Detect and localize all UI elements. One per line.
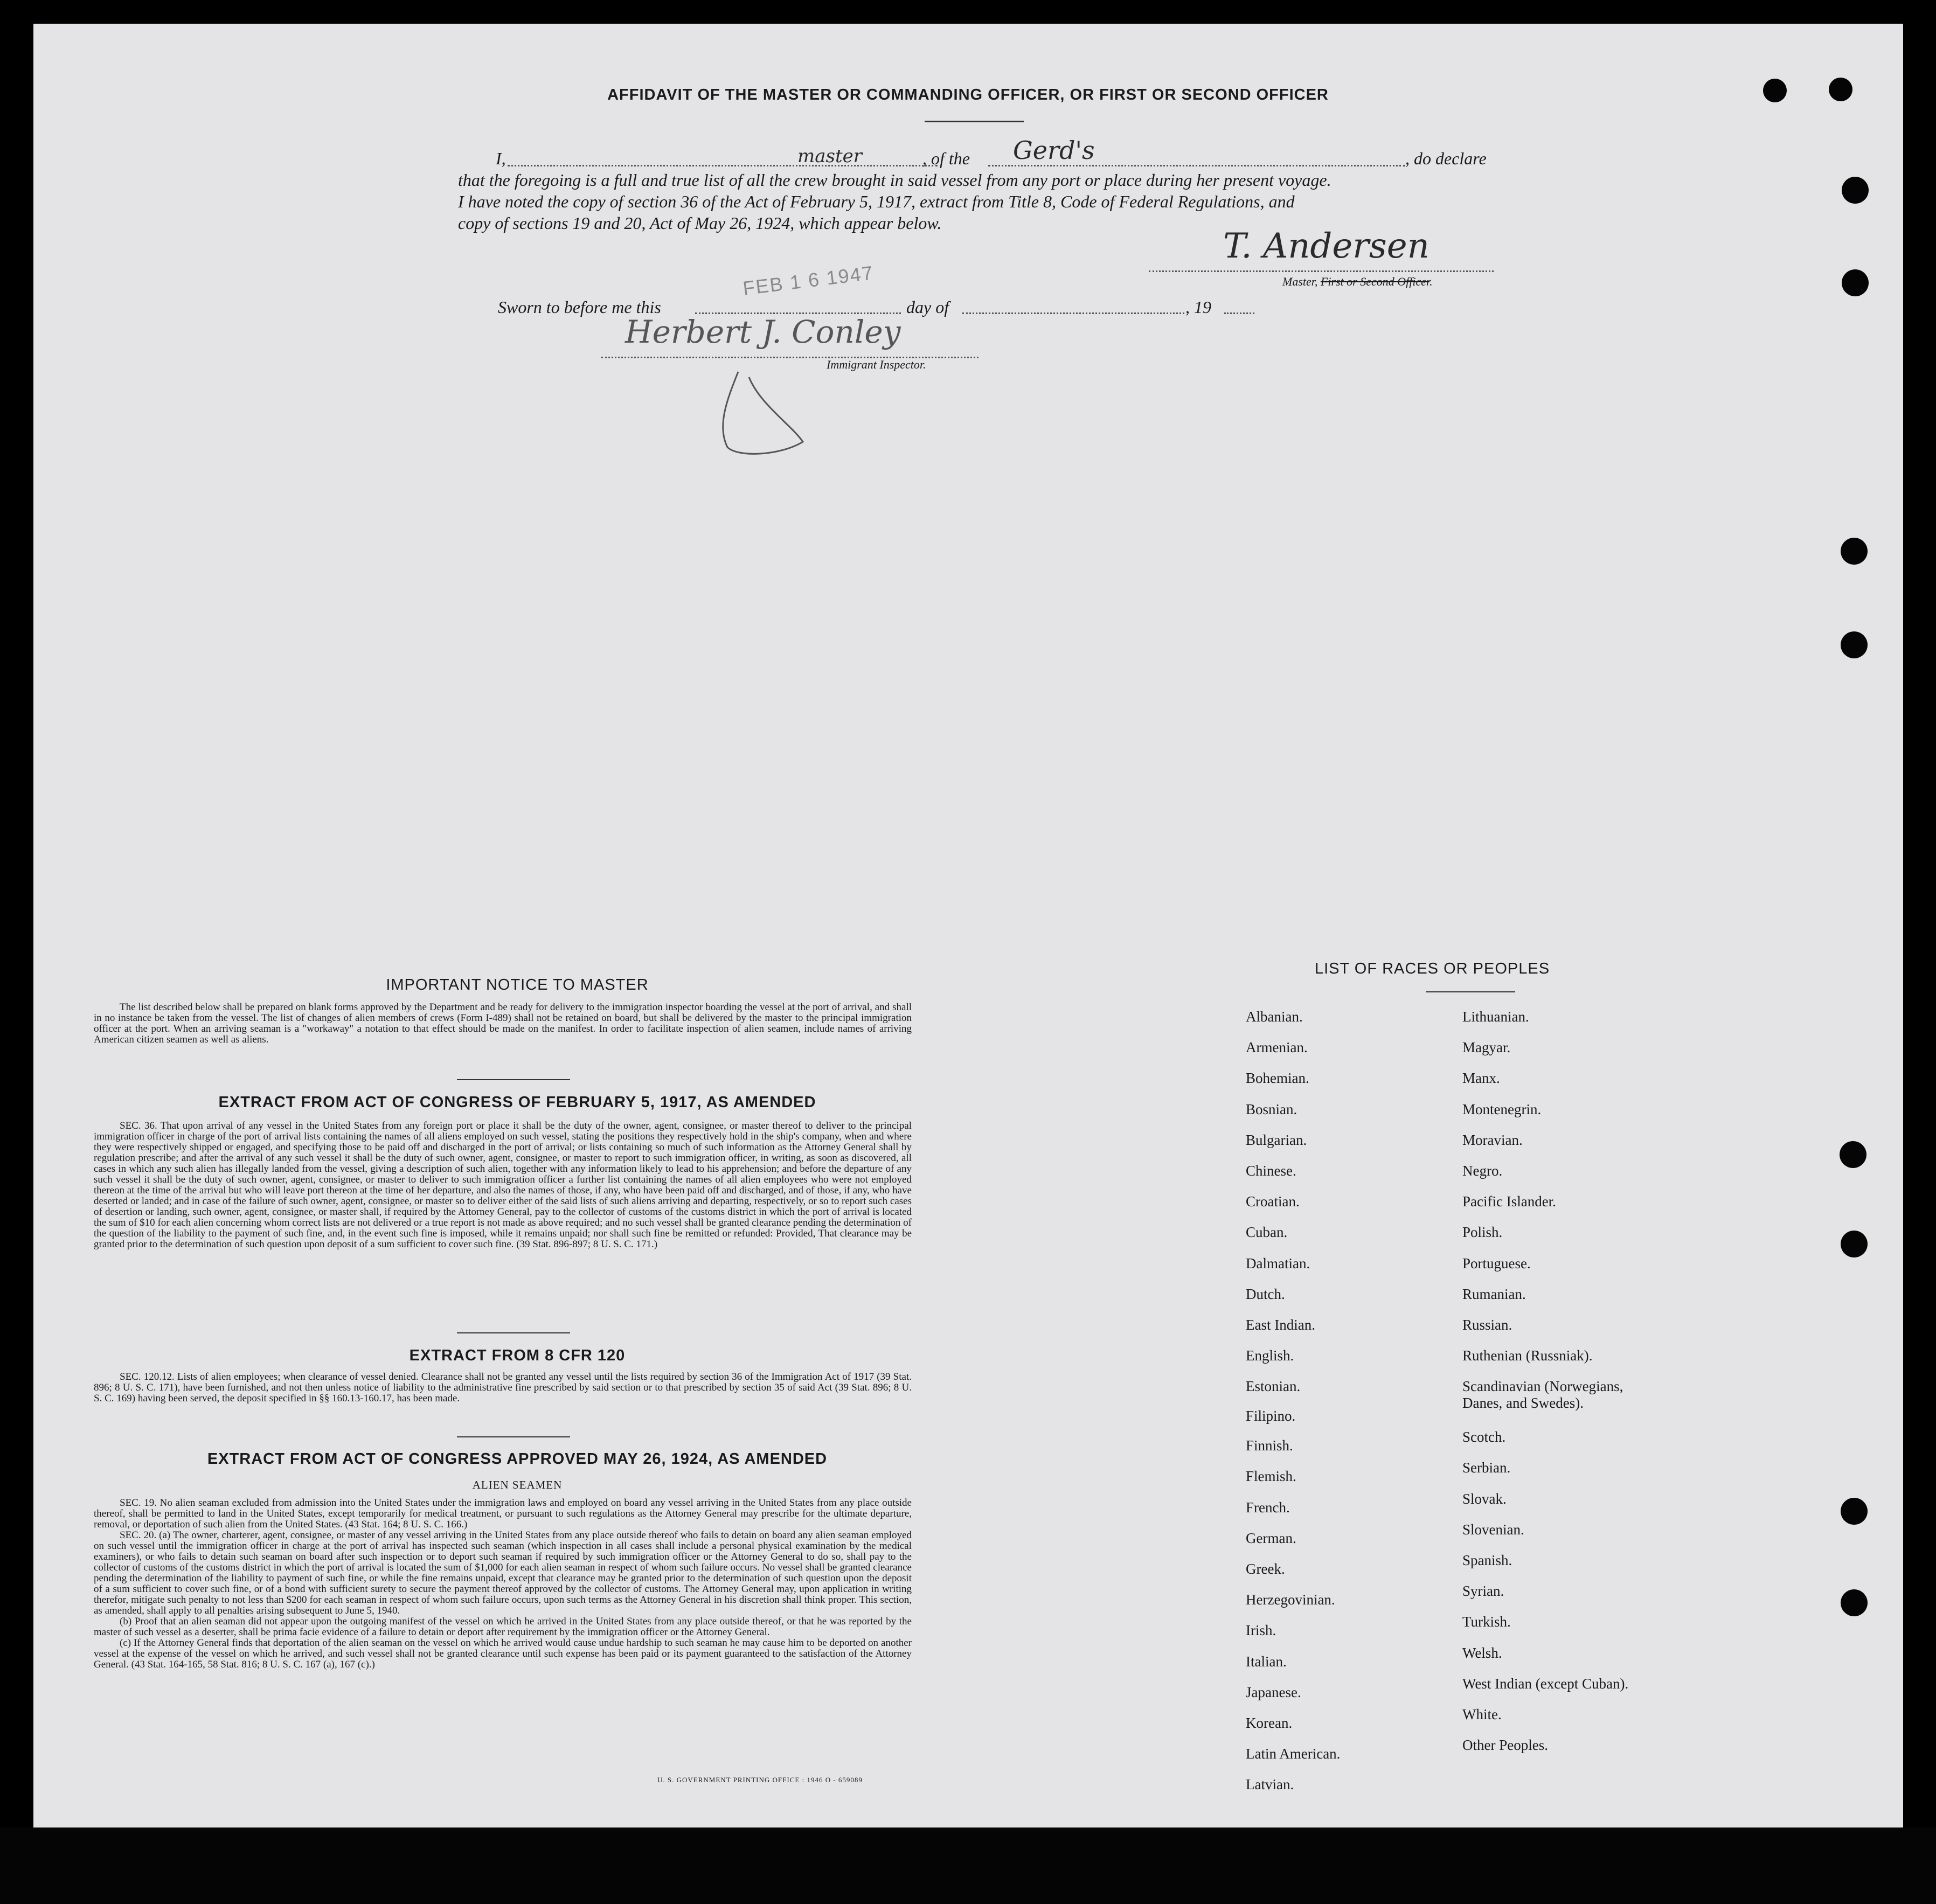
races-right-column bbox=[1462, 1009, 1628, 1768]
section-20c-paragraph: (c) If the Attorney General finds that deportation of the alien seaman on the vessel on which he arrived would cause undue hardship to such seaman he may cause him to be deported on another vessel at the expense of the vessel on which he arrived, and such vessel shall not be granted clearance until such expense has been paid or its payment guaranteed to the satisfaction of the Attorney General. (43 Stat. 164-165, 58 Stat. 816; 8 U. S. C. 167 (a), 167 (c).) bbox=[94, 1637, 912, 1670]
race-item: Italian. bbox=[1246, 1653, 1287, 1670]
race-item: Croatian. bbox=[1246, 1193, 1300, 1210]
notice-paragraph: The list described below shall be prepared on blank forms approved by the Department and be ready for delivery to the immigration inspector boarding the vessel at the port of arrival, and shall in no instance be taken from the vessel. The list of changes of alien members of crews (Form I-489) shall not be retained on board, but shall be delivered by the master to the principal immigration officer at the port. When an arriving seaman is a "workaway" a notation to that effect should be made on the manifest. In order to facilitate inspection of alien seamen, include names of arriving American citizen seamen as well as aliens. bbox=[94, 1002, 912, 1045]
race-item: Slovak. bbox=[1462, 1490, 1507, 1507]
divider bbox=[1426, 991, 1515, 992]
race-item: Portuguese. bbox=[1462, 1255, 1531, 1271]
year-prefix: , 19 bbox=[1185, 297, 1211, 317]
date-stamp: FEB 1 6 1947 bbox=[741, 261, 875, 300]
race-item: Japanese. bbox=[1246, 1684, 1301, 1700]
affidavit-prefix: I, bbox=[496, 149, 506, 168]
inspector-signature: Herbert J. Conley bbox=[625, 314, 901, 350]
master-signature-line bbox=[1149, 270, 1494, 272]
race-item: Welsh. bbox=[1462, 1644, 1502, 1661]
binder-hole bbox=[1841, 1231, 1868, 1257]
struck-officer-label: First or Second Officer bbox=[1320, 275, 1430, 288]
sworn-text: Sworn to before me this bbox=[498, 297, 661, 317]
binder-hole bbox=[1842, 269, 1869, 296]
race-item: Armenian. bbox=[1246, 1039, 1308, 1056]
binder-hole bbox=[1841, 1589, 1868, 1616]
race-item: Rumanian. bbox=[1462, 1285, 1526, 1302]
race-item: Latvian. bbox=[1246, 1776, 1294, 1793]
affidavit-heading: AFFIDAVIT OF THE MASTER OR COMMANDING OFFICER, OR FIRST OR SECOND OFFICER bbox=[607, 86, 1329, 103]
divider bbox=[925, 121, 1024, 122]
extract-1917-text bbox=[94, 1121, 912, 1250]
race-item: Turkish. bbox=[1462, 1614, 1511, 1630]
race-item: Pacific Islander. bbox=[1462, 1193, 1556, 1210]
extract-1917-heading: EXTRACT FROM ACT OF CONGRESS OF FEBRUARY 5, 1917, AS AMENDED bbox=[218, 1094, 816, 1111]
divider bbox=[457, 1436, 570, 1437]
race-item: Bosnian. bbox=[1246, 1101, 1297, 1117]
alien-seamen-subheading: ALIEN SEAMEN bbox=[472, 1478, 563, 1491]
race-item: Scotch. bbox=[1462, 1429, 1506, 1446]
name-field-line bbox=[508, 165, 938, 166]
binder-hole bbox=[1842, 177, 1869, 204]
month-line bbox=[962, 312, 1184, 314]
race-item: French. bbox=[1246, 1499, 1290, 1516]
notice-heading: IMPORTANT NOTICE TO MASTER bbox=[386, 976, 649, 993]
notice-text bbox=[94, 1002, 912, 1045]
race-item: Polish. bbox=[1462, 1224, 1503, 1241]
extract-1924-heading: EXTRACT FROM ACT OF CONGRESS APPROVED MAY 26, 1924, AS AMENDED bbox=[207, 1450, 828, 1468]
race-item: Negro. bbox=[1462, 1162, 1503, 1179]
race-item: Korean. bbox=[1246, 1714, 1293, 1731]
affidavit-line-2: that the foregoing is a full and true list of all the crew brought in said vessel from any port or place during her present voyage. bbox=[458, 170, 1331, 190]
scan-border bbox=[0, 1827, 1936, 1904]
section-20b-paragraph: (b) Proof that an alien seaman did not appear upon the outgoing manifest of the vessel on which he arrived in the United States from any place outside thereof, or that he was reported by the master of such vessel as a deserter, shall be prima facie evidence of a failure to detain or deport after requirement by the immigration officer or the Attorney General. bbox=[94, 1616, 912, 1638]
affidavit-line-4: copy of sections 19 and 20, Act of May 26, 1924, which appear below. bbox=[458, 213, 942, 233]
printer-imprint: U. S. GOVERNMENT PRINTING OFFICE : 1946 O - 659089 bbox=[657, 1776, 863, 1784]
races-heading: LIST OF RACES OR PEOPLES bbox=[1315, 960, 1550, 977]
race-item: Greek. bbox=[1246, 1561, 1285, 1577]
do-declare-text: , do declare bbox=[1405, 149, 1487, 168]
race-item: German. bbox=[1246, 1530, 1296, 1546]
binder-hole bbox=[1841, 1498, 1868, 1525]
race-item: Flemish. bbox=[1246, 1468, 1296, 1485]
race-item: Estonian. bbox=[1246, 1378, 1301, 1395]
race-item: Bulgarian. bbox=[1246, 1131, 1307, 1148]
race-item: Scandinavian (Norwegians, Danes, and Swedes). bbox=[1462, 1378, 1623, 1412]
of-the-text: , of the bbox=[922, 149, 970, 168]
race-item: White. bbox=[1462, 1706, 1502, 1722]
race-item: Cuban. bbox=[1246, 1224, 1288, 1241]
divider bbox=[457, 1079, 570, 1080]
divider bbox=[457, 1332, 570, 1333]
race-item: Other Peoples. bbox=[1462, 1737, 1548, 1754]
master-signature: T. Andersen bbox=[1223, 226, 1430, 266]
vessel-field-line bbox=[988, 165, 1405, 166]
race-item: Lithuanian. bbox=[1462, 1009, 1529, 1025]
binder-hole bbox=[1841, 538, 1868, 565]
handwritten-role: master bbox=[797, 145, 862, 167]
race-item: Syrian. bbox=[1462, 1583, 1504, 1600]
cfr-heading: EXTRACT FROM 8 CFR 120 bbox=[409, 1347, 626, 1364]
binder-hole bbox=[1840, 1141, 1866, 1168]
race-item: Manx. bbox=[1462, 1070, 1500, 1087]
master-label bbox=[1282, 275, 1433, 289]
inspector-label: Immigrant Inspector. bbox=[827, 358, 926, 371]
extract-1924-text bbox=[94, 1498, 912, 1670]
race-item: Irish. bbox=[1246, 1622, 1276, 1639]
section-120-12-paragraph: SEC. 120.12. Lists of alien employees; when clearance of vessel denied. Clearance shall not be granted any vessel until the lists required by section 36 of the Immigration Act of 1917 (39 Stat. 896; 8 U. S. C. 171), have been furnished, and not then unless notice of liability to the administrative fine prescribed by said section or to that prescribed by section 35 of said Act (39 Stat. 896; 8 U. S. C. 169) having been served, the deposit specified in §§ 160.13-160.17, has been made. bbox=[94, 1371, 912, 1404]
race-item: Magyar. bbox=[1462, 1039, 1511, 1056]
race-item: Albanian. bbox=[1246, 1009, 1303, 1025]
race-item: Montenegrin. bbox=[1462, 1101, 1542, 1117]
race-item: Bohemian. bbox=[1246, 1070, 1309, 1087]
handwritten-vessel-name: Gerd's bbox=[1013, 136, 1095, 165]
year-line bbox=[1224, 312, 1254, 314]
race-item: Russian. bbox=[1462, 1316, 1512, 1333]
section-36-paragraph: SEC. 36. That upon arrival of any vessel in the United States from any foreign port or place it shall be the duty of the owner, agent, consignee, or master thereof to deliver to the principal immigration officer in charge of the port of arrival lists containing the names of all aliens employed on such vessel, stating the positions they respectively hold in the ship's company, when and where they were respectively shipped or engaged, and specifying those to be paid off and discharged in the port of arrival; or lists containing so much of such information as the Attorney General shall by regulation prescribe; and after the arrival of any such vessel it shall be the duty of such owner, agent, consignee, or master to report to such immigration officer, in writing, as soon as discovered, all cases in which any such alien has illegally landed from the vessel, giving a description of such alien, together with any information likely to lead to his apprehension; and before the departure of any such vessel it shall be the duty of such owner, agent, consignee, or master to deliver to such immigration officer a further list containing the names of all alien employees who were not employed thereon at the time of the arrival but who will leave port thereon at the time of her departure, and also the names of those, if any, who have been paid off and discharged, and of those, if any, who have deserted or landed; and in case of the failure of such owner, agent, consignee, or master so to deliver either of the said lists of such aliens arriving and departing, respectively, or so to report such cases of desertion or landing, such owner, agent, consignee, or master shall, if required by the Attorney General, pay to the collector of customs of the customs district in which the port of arrival is located the sum of $10 for each alien concerning whom correct lists are not delivered or a true report is not made as above required; and no such vessel shall be granted clearance pending the determination of the question of the liability to the payment of such fine, and, in the event such fine is imposed, while it remains unpaid; nor shall such fine be remitted or refunded: Provided, That clearance may be granted prior to the determination of such question upon deposit of a sum sufficient to cover such fine. (39 Stat. 896-897; 8 U. S. C. 171.) bbox=[94, 1120, 912, 1250]
race-item: Latin American. bbox=[1246, 1746, 1341, 1762]
race-item: Ruthenian (Russniak). bbox=[1462, 1347, 1593, 1364]
affidavit-line-3: I have noted the copy of section 36 of the Act of February 5, 1917, extract from Title 8, Code of Federal Regulations, and bbox=[458, 192, 1295, 211]
race-item: English. bbox=[1246, 1347, 1294, 1364]
race-item: Dalmatian. bbox=[1246, 1255, 1310, 1271]
race-item: Filipino. bbox=[1246, 1408, 1296, 1424]
races-left-column bbox=[1246, 1009, 1340, 1808]
race-item: Moravian. bbox=[1462, 1131, 1523, 1148]
binder-hole bbox=[1841, 631, 1868, 658]
day-of-text: day of bbox=[906, 297, 949, 317]
race-item: Chinese. bbox=[1246, 1162, 1296, 1179]
section-19-paragraph: SEC. 19. No alien seaman excluded from admission into the United States under the immigration laws and employed on board any vessel arriving in the United States from any place outside thereof, shall be permitted to land in the United States, except temporarily for medical treatment, or pursuant to such regulations as the Attorney General may prescribe for the ultimate departure, removal, or deportation of such alien from the United States. (43 Stat. 164; 8 U. S. C. 166.) bbox=[94, 1497, 912, 1530]
section-20a-paragraph: SEC. 20. (a) The owner, charterer, agent, consignee, or master of any vessel arriving in the United States from any place outside thereof who fails to detain on board any alien seaman employed on such vessel until the immigration officer in charge at the port of arrival has inspected such seaman (which inspection in all cases shall include a personal physical examination by the medical examiners), or who fails to detain such seaman on board after such inspection or to deport such seaman if required by such immigration officer or the Attorney General to do so, shall pay to the collector of customs of the customs district in which the port of arrival is located the sum of $1,000 for each alien seaman in respect of whom such failure occurs. No vessel shall be granted clearance pending the determination of the liability to payment of such fine, or while the fine remains unpaid, except that clearance may be granted prior to the determination of such question upon the deposit of a sum sufficient to cover such fine, or of a bond with sufficient surety to secure the payment thereof approved by the collector of customs. The Attorney General may, upon application in writing therefor, mitigate such penalty to not less than $200 for each seaman in respect of whom such failure occurs, upon such terms as the Attorney General in his discretion shall think proper. This section, as amended, shall apply to all penalties arising subsequent to June 5, 1940. bbox=[94, 1530, 912, 1616]
race-item: Finnish. bbox=[1246, 1437, 1293, 1454]
race-item: East Indian. bbox=[1246, 1316, 1315, 1333]
race-item: Serbian. bbox=[1462, 1460, 1511, 1476]
race-item: Spanish. bbox=[1462, 1552, 1512, 1568]
race-item: West Indian (except Cuban). bbox=[1462, 1675, 1629, 1692]
race-item: Herzegovinian. bbox=[1246, 1592, 1335, 1608]
master-label-text: Master, bbox=[1282, 275, 1318, 288]
cfr-text bbox=[94, 1372, 912, 1404]
race-item: Dutch. bbox=[1246, 1285, 1285, 1302]
signature-flourish bbox=[717, 366, 814, 458]
race-item: Slovenian. bbox=[1462, 1521, 1524, 1538]
master-label-end: . bbox=[1430, 275, 1433, 288]
